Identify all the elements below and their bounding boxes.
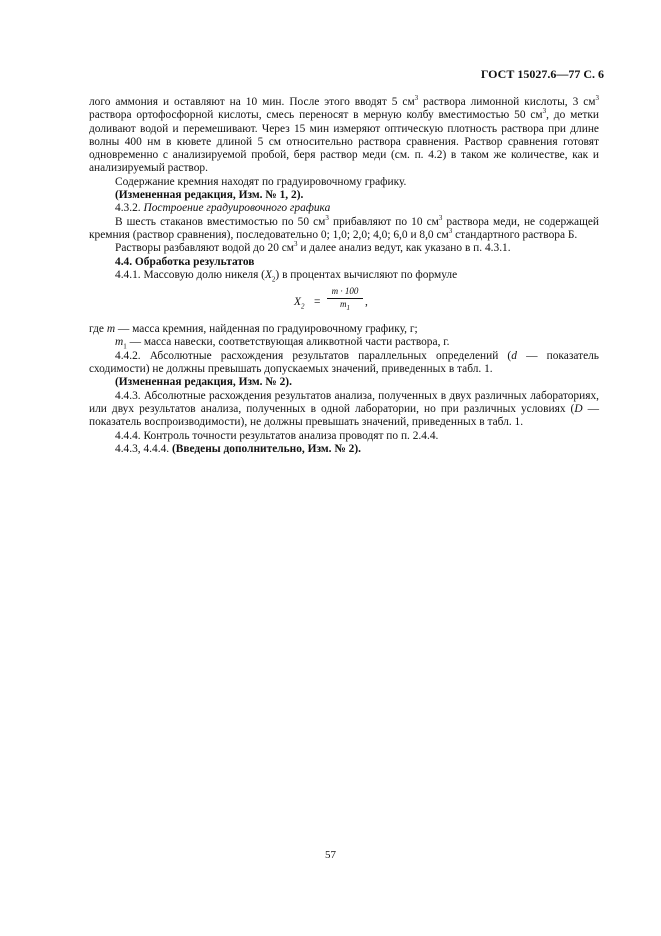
document-body [89, 96, 599, 456]
section-4-4-heading: 4.4. Обработка результатов [115, 255, 255, 268]
paragraph-4-4-3: 4.4.3. Абсолютные расхождения результатов анализа, полученных в двух различных лабораториях, или двух результатов анализа, полученных в одной лаборатории, но при различных условиях (D — показатель воспроизводимости), не должны превышать значений, приведенных в табл. 1. [89, 389, 599, 429]
formula-fraction [327, 286, 363, 310]
formula-numerator: m · 100 [327, 286, 363, 299]
nickel-formula [89, 286, 599, 320]
paragraph-4-4-4: 4.4.4. Контроль точности результатов анализа проводят по п. 2.4.4. [115, 429, 439, 442]
paragraph-4-4-1: 4.4.1. Массовую долю никеля $(X_2)$ в процентах вычисляют по формуле [115, 268, 458, 284]
paragraph-4-4-2: 4.4.2. Абсолютные расхождения результатов параллельных определений (d — показатель сходимости) не должны превышать допускаемых значений, приведенных в табл. 1. [89, 349, 599, 376]
formula-comma: , [365, 296, 368, 309]
formula-equals: = [314, 296, 321, 309]
paragraph-calibration: В шесть стаканов вместимостью по 50 $см^3$ прибавляют по 10 $см^3$ раствора меди, не содержащей кремния (раствор сравнения), последовательно 0; 1,0; 2,0; 4,0; 6,0 и 8,0 $см^3$ стандартного раствора Б. [89, 213, 599, 241]
paragraph-dilution: Растворы разбавляют водой до 20 $см^3$ и далее анализ ведут, как указано в п. 4.3.1. [115, 240, 511, 255]
where-line-m: где m — масса кремния, найденная по градуировочному графику, г; [89, 323, 418, 336]
document-header: ГОСТ 15027.6—77 С. 6 [480, 67, 604, 81]
section-4-3-2-heading: 4.3.2. Построение градуировочного графика [115, 202, 331, 215]
formula-lhs: $X_2$ [294, 296, 305, 311]
revision-note-2: (Измененная редакция, Изм. № 2). [115, 376, 292, 389]
formula-denominator: $m_1$ [340, 299, 350, 312]
paragraph-continuation: лого аммония и оставляют на 10 мин. После этого вводят 5 $см^3$ раствора лимонной кислоты, 3 $см^3$ раствора ортофосфорной кислоты, смесь переносят в мерную колбу вместимостью 50 $см^3$, до метки доливают водой и перемешивают. Через 15 мин измеряют оптическую плотность раствора при длине волны 400 нм в кювете длиной 5 см относительно раствора сравнения. Раствор сравнения готовят одновременно с анализируемой пробой, беря раствор меди (см. п. 4.2) в таком же количестве, как и анализируемый раствор. [89, 94, 599, 175]
paragraph-silicon-content: Содержание кремния находят по градуировочному графику. [115, 175, 407, 188]
revision-note-1: (Измененная редакция, Изм. № 1, 2). [115, 189, 304, 202]
where-line-m1: $m_1$ — масса навески, соответствующая аликвотной части раствора, г. [115, 336, 450, 351]
page-number: 57 [325, 849, 336, 861]
revision-note-3: 4.4.3, 4.4.4. (Введены дополнительно, Изм. № 2). [115, 442, 361, 455]
